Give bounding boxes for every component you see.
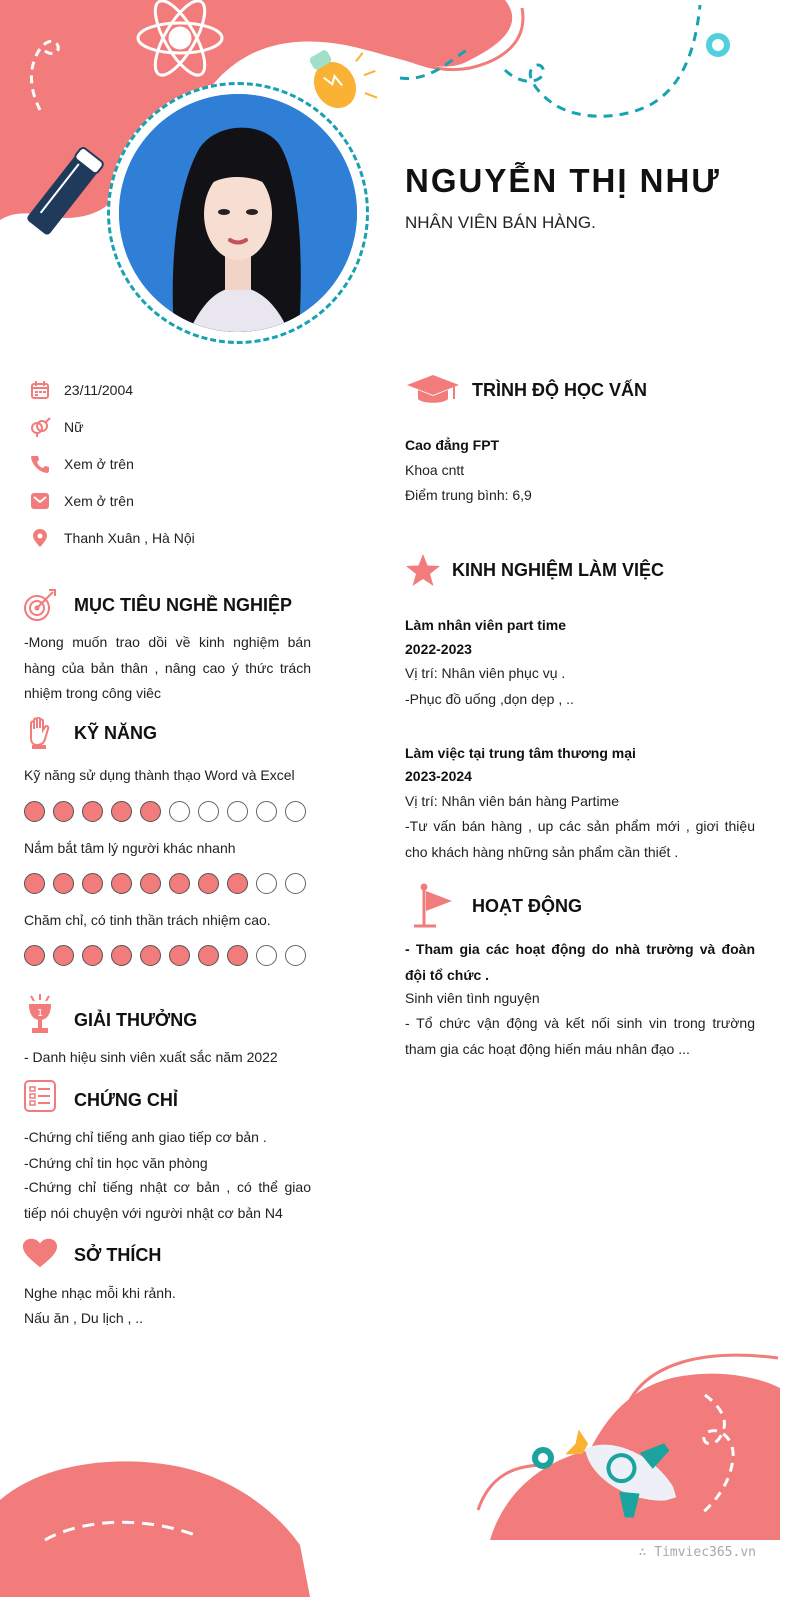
- gender-icon: [28, 416, 52, 438]
- hobby-item: Nấu ăn , Du lịch , ..: [24, 1310, 144, 1326]
- certificate-item: -Chứng chỉ tin học văn phòng: [24, 1155, 208, 1171]
- section-activities-heading: [405, 882, 582, 930]
- avatar-frame: [107, 82, 369, 344]
- checklist-icon: [22, 1078, 58, 1114]
- contact-phone: [28, 452, 348, 476]
- rating-dot-filled: [53, 945, 74, 966]
- rating-dot-empty: [256, 801, 277, 822]
- rating-dot-filled: [24, 873, 45, 894]
- rating-dot-filled: [227, 945, 248, 966]
- section-title: CHỨNG CHỈ: [74, 1089, 178, 1110]
- heart-icon: [22, 1235, 58, 1271]
- job-position: Vị trí: Nhân viên phục vụ .: [405, 665, 566, 681]
- rating-dot-empty: [169, 801, 190, 822]
- section-hobbies-heading: [22, 1235, 161, 1271]
- objective-text: -Mong muốn trao dồi về kinh nghiệm bán hàng của bản thân , nâng cao ý thức trách nhiệm trong công viêc: [24, 634, 311, 701]
- rating-dot-filled: [82, 873, 103, 894]
- section-experience-heading: [405, 552, 664, 588]
- contact-value: Xem ở trên: [64, 493, 134, 509]
- star-icon: [405, 552, 441, 588]
- job-description: -Phục đồ uống ,dọn dẹp , ..: [405, 691, 574, 707]
- job-description: -Tư vấn bán hàng , up các sản phẩm mới , giơi thiệu cho khách hàng những sản phẩm cần thiết .: [405, 818, 755, 860]
- rating-dot-filled: [24, 945, 45, 966]
- ring-icon: [709, 36, 727, 54]
- section-title: MỤC TIÊU NGHỀ NGHIỆP: [74, 594, 293, 615]
- section-objective-heading: [22, 587, 292, 623]
- location-pin-icon: [28, 527, 52, 549]
- candidate-name: NGUYỄN THỊ NHƯ: [405, 162, 721, 199]
- rating-dot-filled: [111, 873, 132, 894]
- calendar-icon: [28, 379, 52, 401]
- contact-birthdate: [28, 378, 348, 402]
- rating-dot-filled: [198, 945, 219, 966]
- activity-role: Sinh viên tình nguyện: [405, 990, 540, 1006]
- trophy-icon: [22, 992, 58, 1034]
- contact-gender: [28, 415, 348, 439]
- job-company: Làm việc tại trung tâm thương mại: [405, 745, 636, 761]
- contact-email: [28, 489, 348, 513]
- contact-value: 23/11/2004: [64, 382, 134, 398]
- job-period: 2023-2024: [405, 768, 472, 784]
- svg-text:1: 1: [36, 1008, 44, 1019]
- section-title: HOẠT ĐỘNG: [472, 895, 582, 916]
- bottom-left-blob: [0, 1461, 310, 1597]
- activity-heading: - Tham gia các hoạt động do nhà trường và đoàn đội tổ chức .: [405, 941, 755, 983]
- rating-dot-empty: [198, 801, 219, 822]
- rating-dot-filled: [24, 801, 45, 822]
- section-education-heading: [405, 372, 647, 408]
- skill-label: Nắm bắt tâm lý người khác nhanh: [24, 840, 236, 856]
- education-school: Cao đẳng FPT: [405, 437, 500, 453]
- watermark: ∴ Timviec365.vn: [638, 1545, 756, 1560]
- section-certificates-heading: [22, 1078, 178, 1114]
- rating-dot-filled: [111, 945, 132, 966]
- education-faculty: Khoa cntt: [405, 462, 465, 478]
- skill-rating: [24, 801, 314, 822]
- ring-icon: [535, 1450, 551, 1466]
- job-company: Làm nhân viên part time: [405, 617, 567, 633]
- rating-dot-filled: [82, 945, 103, 966]
- rating-dot-filled: [169, 873, 190, 894]
- job-position: Vị trí: Nhân viên bán hàng Partime: [405, 793, 620, 809]
- rating-dot-filled: [82, 801, 103, 822]
- phone-icon: [28, 453, 52, 475]
- hobby-item: Nghe nhạc mỗi khi rảnh.: [24, 1285, 176, 1301]
- rating-dot-filled: [140, 873, 161, 894]
- section-title: TRÌNH ĐỘ HỌC VẤN: [472, 379, 647, 400]
- rating-dot-filled: [53, 873, 74, 894]
- contact-value: Nữ: [64, 419, 84, 435]
- section-title: SỞ THÍCH: [74, 1244, 162, 1265]
- skill-rating: [24, 945, 314, 966]
- rating-dot-filled: [53, 801, 74, 822]
- target-icon: [22, 587, 58, 623]
- section-title: KỸ NĂNG: [74, 722, 158, 743]
- rating-dot-filled: [169, 945, 190, 966]
- email-icon: [28, 490, 52, 512]
- rating-dot-empty: [285, 801, 306, 822]
- candidate-job-title: NHÂN VIÊN BÁN HÀNG.: [405, 213, 596, 232]
- activity-description: - Tổ chức vận động và kết nối sinh vin trong trường tham gia các hoạt động hiến máu nhân đạo ...: [405, 1015, 755, 1057]
- skill-rating: [24, 873, 314, 894]
- section-title: GIẢI THƯỞNG: [74, 1009, 198, 1030]
- rating-dot-empty: [256, 873, 277, 894]
- graduation-cap-icon: [405, 372, 461, 408]
- section-title: KINH NGHIỆM LÀM VIỆC: [452, 559, 665, 580]
- job-period: 2022-2023: [405, 641, 472, 657]
- section-awards-heading: [22, 992, 197, 1034]
- hand-icon: [22, 715, 58, 751]
- certificate-item: -Chứng chỉ tiếng anh giao tiếp cơ bản .: [24, 1129, 267, 1145]
- contact-value: Xem ở trên: [64, 456, 134, 472]
- skill-label: Chăm chỉ, có tinh thần trách nhiệm cao.: [24, 912, 271, 928]
- rating-dot-empty: [227, 801, 248, 822]
- rating-dot-filled: [111, 801, 132, 822]
- contact-value: Thanh Xuân , Hà Nội: [64, 530, 195, 546]
- flag-icon: [405, 882, 459, 930]
- avatar: [119, 94, 357, 332]
- rating-dot-filled: [227, 873, 248, 894]
- rating-dot-filled: [140, 801, 161, 822]
- portrait-illustration: [119, 94, 357, 332]
- rating-dot-empty: [285, 945, 306, 966]
- rating-dot-filled: [140, 945, 161, 966]
- contact-address: [28, 526, 348, 550]
- skill-label: Kỹ năng sử dụng thành thạo Word và Excel: [24, 767, 295, 783]
- section-skills-heading: [22, 715, 157, 751]
- certificate-item: -Chứng chỉ tiếng nhật cơ bản , có thể giao tiếp nói chuyện với người nhật cơ bản N4: [24, 1179, 311, 1221]
- rating-dot-empty: [256, 945, 277, 966]
- award-item: - Danh hiệu sinh viên xuất sắc năm 2022: [24, 1049, 278, 1065]
- rating-dot-filled: [198, 873, 219, 894]
- rating-dot-empty: [285, 873, 306, 894]
- education-gpa: Điểm trung bình: 6,9: [405, 487, 532, 503]
